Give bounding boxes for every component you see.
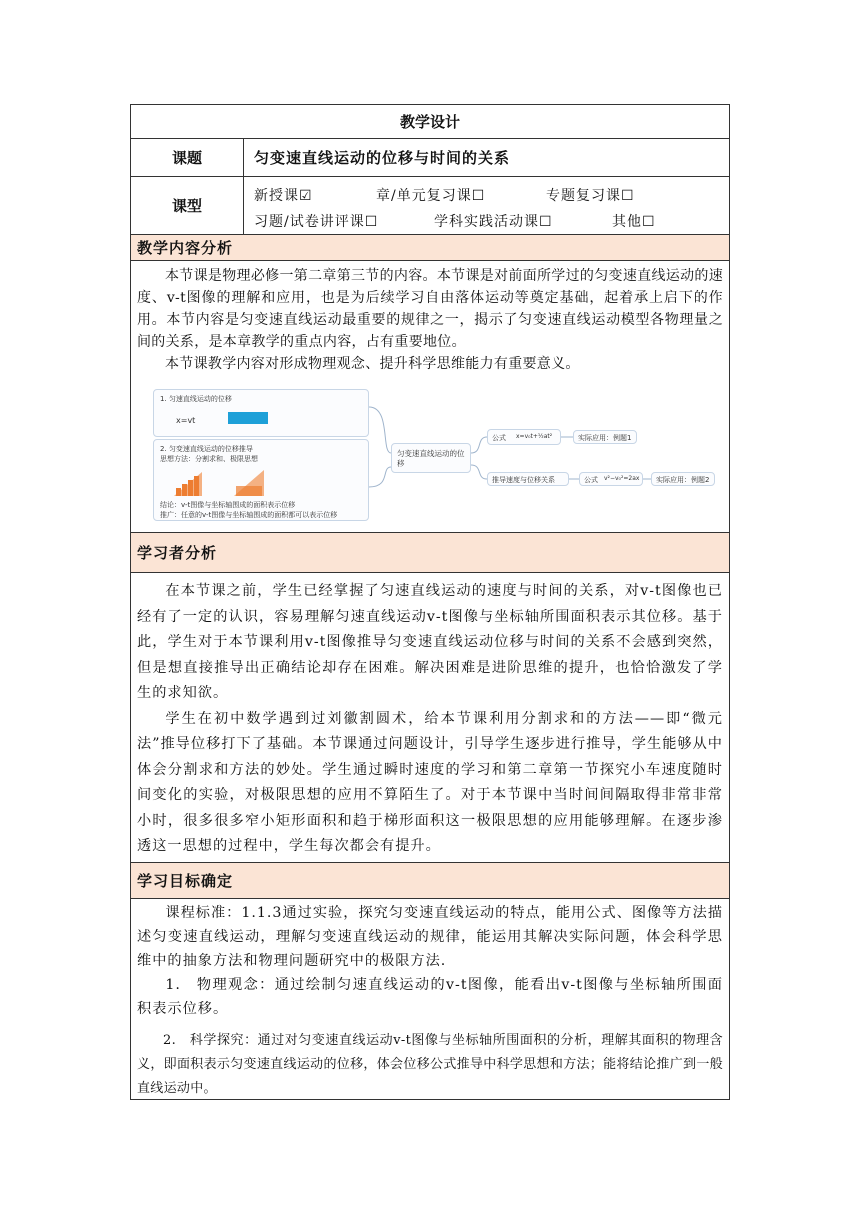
formula-1: x=v₀t+½at²: [516, 433, 553, 440]
mindmap-box-derivation: [153, 439, 369, 521]
lesson-design-table: [130, 104, 730, 1100]
mindmap-app1-node: [573, 430, 637, 444]
course-type-label: 课型: [131, 177, 244, 234]
app-2: 实际应用：例题2: [656, 476, 710, 484]
mindmap-figure: [131, 387, 729, 527]
doc-title: 教学设计: [131, 105, 729, 139]
area-graphs: [172, 468, 292, 498]
mindmap-box1-formula: x=vt: [176, 416, 196, 425]
topic-value: 匀变速直线运动的位移与时间的关系: [254, 149, 511, 167]
formula2-label: 公式: [584, 476, 598, 484]
uniform-vt-graph: [228, 412, 268, 424]
topic-label: 课题: [131, 139, 244, 176]
formula-label: 公式: [492, 434, 506, 442]
objectives-heading: 学习目标确定: [131, 863, 729, 899]
course-type-row: [131, 177, 729, 235]
mindmap-center-node: [391, 443, 471, 473]
mindmap-derive-node: [487, 472, 569, 486]
learner-analysis-heading: 学习者分析: [131, 533, 729, 573]
learner-analysis-p1: 在本节课之前，学生已经掌握了匀速直线运动的速度与时间的关系，对v-t图像也已经有了一定的认识，容易理解匀速直线运动v-t图像与坐标轴所围面积表示其位移。基于此，学生对于本节课利用v-t图像推导匀变速直线运动位移与时间的关系不会感到突然，但是想直接推导出正确结论却存在困难。解决困难是进阶思维的提升，也恰恰激发了学生的求知欲。: [137, 583, 723, 701]
option-new-lesson: 新授课☑: [254, 188, 313, 204]
objectives-body: [131, 899, 729, 1099]
mindmap-center-label: 匀变速直线运动的位移: [397, 449, 465, 468]
mindmap-formula2-node: [579, 472, 643, 486]
mindmap-box2-extend: 推广：任意的v-t图像与坐标轴围成的面积都可以表示位移: [160, 511, 338, 519]
objectives-p1: 课程标准：1.1.3通过实验，探究匀变速直线运动的特点，能用公式、图像等方法描述匀变速直线运动，理解匀变速直线运动的规律，能运用其解决实际问题，体会科学思维中的抽象方法和物理问题研究中的极限方法.: [137, 905, 723, 969]
content-analysis-body: [131, 261, 729, 533]
option-topic-review: 专题复习课☐: [546, 188, 635, 204]
mindmap-box1-title: 1. 匀速直线运动的位移: [160, 395, 232, 403]
content-analysis-p1: 本节课是物理必修一第二章第三节的内容。本节课是对前面所学过的匀变速直线运动的速度、v-t图像的理解和应用，也是为后续学习自由落体运动等奠定基础，起着承上启下的作用。本节内容是匀变速直线运动最重要的规律之一，揭示了匀变速直线运动模型各物理量之间的关系，是本章教学的重点内容，占有重要地位。: [137, 268, 723, 350]
mindmap-app2-node: [651, 472, 715, 486]
mindmap-box2-conclusion: 结论：v-t图像与坐标轴围成的面积表示位移: [160, 501, 296, 509]
mindmap-formula-node: [487, 429, 561, 445]
mindmap-box2-title: 2. 匀变速直线运动的位移推导: [160, 445, 253, 453]
content-analysis-heading: 教学内容分析: [131, 235, 729, 261]
course-type-line-2: [254, 209, 729, 235]
derive-label: 推导速度与位移关系: [492, 476, 555, 484]
app-1: 实际应用：例题1: [578, 434, 632, 442]
topic-row: [131, 139, 729, 177]
option-other: 其他☐: [612, 214, 656, 230]
objectives-p2: 1. 物理观念：通过绘制匀速直线运动的v-t图像，能看出v-t图像与坐标轴所围面积表示位移。: [137, 977, 723, 1017]
mindmap-box-uniform: [153, 389, 369, 437]
course-type-options: [244, 177, 729, 234]
mindmap-box2-method: 思想方法：分割求和、极限思想: [160, 455, 258, 463]
option-practice-activity: 学科实践活动课☐: [434, 214, 553, 230]
learner-analysis-p2: 学生在初中数学遇到过刘徽割圆术，给本节课利用分割求和的方法——即“微元法”推导位移打下了基础。本节课通过问题设计，引导学生逐步进行推导，学生能够从中体会分割求和方法的妙处。学生通过瞬时速度的学习和第二章第一节探究小车速度随时间变化的实验，对极限思想的应用不算陌生了。对于本节课中当时间间隔取得非常非常小时，很多很多窄小矩形面积和趋于梯形面积这一极限思想的应用能够理解。在逐步渗透这一思想的过程中，学生每次都会有提升。: [137, 710, 723, 854]
course-type-line-1: [254, 183, 729, 209]
formula-2: v²−v₀²=2ax: [604, 475, 640, 482]
option-chapter-review: 章/单元复习课☐: [376, 188, 486, 204]
learner-analysis-body: [131, 573, 729, 863]
option-exercise-review: 习题/试卷讲评课☐: [254, 214, 379, 230]
objectives-p3: 2. 科学探究：通过对匀变速直线运动v-t图像与坐标轴所围面积的分析，理解其面积的物理含义，即面积表示匀变速直线运动的位移，体会位移公式推导中科学思想和方法；能将结论推广到一般直线运动中。: [137, 1033, 723, 1096]
content-analysis-p2: 本节课教学内容对形成物理观念、提升科学思维能力有重要意义。: [165, 356, 580, 372]
